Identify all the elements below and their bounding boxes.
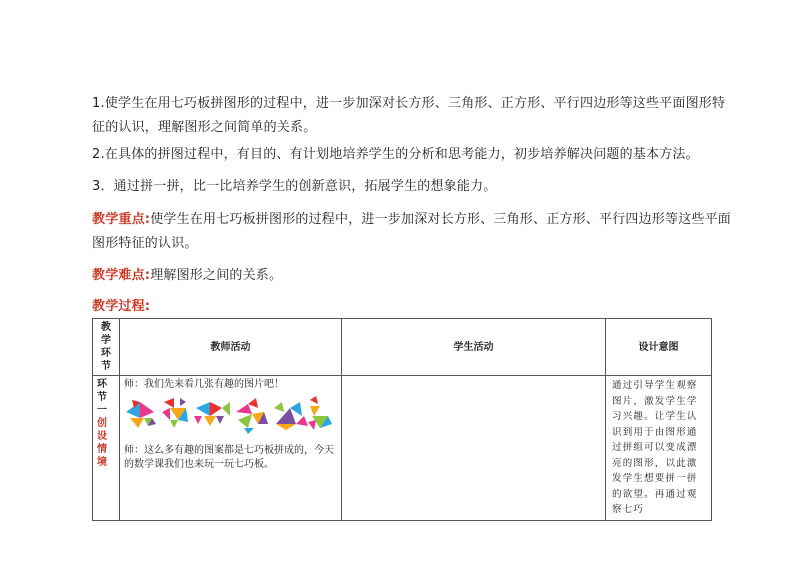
- objective-2: 2.在具体的拼图过程中，有目的、有计划地培养学生的分析和思考能力，初步培养解决问题的基本方法。: [92, 147, 699, 162]
- tangram-cat: [308, 396, 332, 430]
- difficulty-label: 教学难点:: [92, 268, 151, 283]
- objective-1: 1.使学生在用七巧板拼图形的过程中，进一步加深对长方形、三角形、正方形、平行四边形等这些平面图形特征的认识，理解图形之间简单的关系。: [92, 96, 726, 135]
- student-cell: [342, 376, 606, 521]
- tangram-pictures: [124, 394, 337, 438]
- difficulty: [92, 264, 732, 288]
- header-design: 设计意图: [606, 319, 712, 376]
- key-point-text: 使学生在用七巧板拼图形的过程中，进一步加深对长方形、三角形、正方形、平行四边形等这些平面图形特征的认识。: [92, 212, 732, 251]
- header-stage-line1: 教学: [101, 322, 111, 346]
- table-row: [93, 376, 712, 521]
- tangram-bird: [126, 400, 156, 428]
- difficulty-text: 理解图形之间的关系。: [150, 268, 283, 283]
- stage-subtitle: 创设情境: [97, 418, 107, 468]
- header-teacher: 教师活动: [120, 319, 342, 376]
- tangram-swan: [274, 402, 308, 430]
- table-header-row: [93, 319, 712, 376]
- stage-cell: [93, 376, 120, 521]
- objective-3: 3．通过拼一拼，比一比培养学生的创新意识，拓展学生的想象能力。: [92, 179, 497, 194]
- process-heading: 教学过程:: [92, 299, 151, 314]
- stage-name: 环节一: [97, 379, 107, 416]
- header-stage-line2: 环节: [101, 348, 111, 372]
- design-cell: 通过引导学生观察图片，激发学生学习兴趣。让学生认识到用于由图形通过拼组可以变成漂亮的图形，以此激发学生想要拼一拼的欲望。再通过观察七巧: [606, 376, 712, 521]
- tangram-dancer: [236, 398, 268, 434]
- teacher-line-1: 师：我们先来看几张有趣的图片吧！: [124, 379, 284, 390]
- teacher-cell: [120, 376, 342, 521]
- key-point-label: 教学重点:: [92, 212, 151, 227]
- key-point: [92, 208, 732, 256]
- tangram-rooster: [162, 398, 188, 428]
- lesson-table: [92, 318, 712, 521]
- tangram-fish: [194, 402, 230, 426]
- header-stage: [93, 319, 120, 376]
- header-student: 学生活动: [342, 319, 606, 376]
- teacher-line-2: 师：这么多有趣的图案都是七巧板拼成的，今天的数学课我们也来玩一玩七巧板。: [124, 445, 334, 470]
